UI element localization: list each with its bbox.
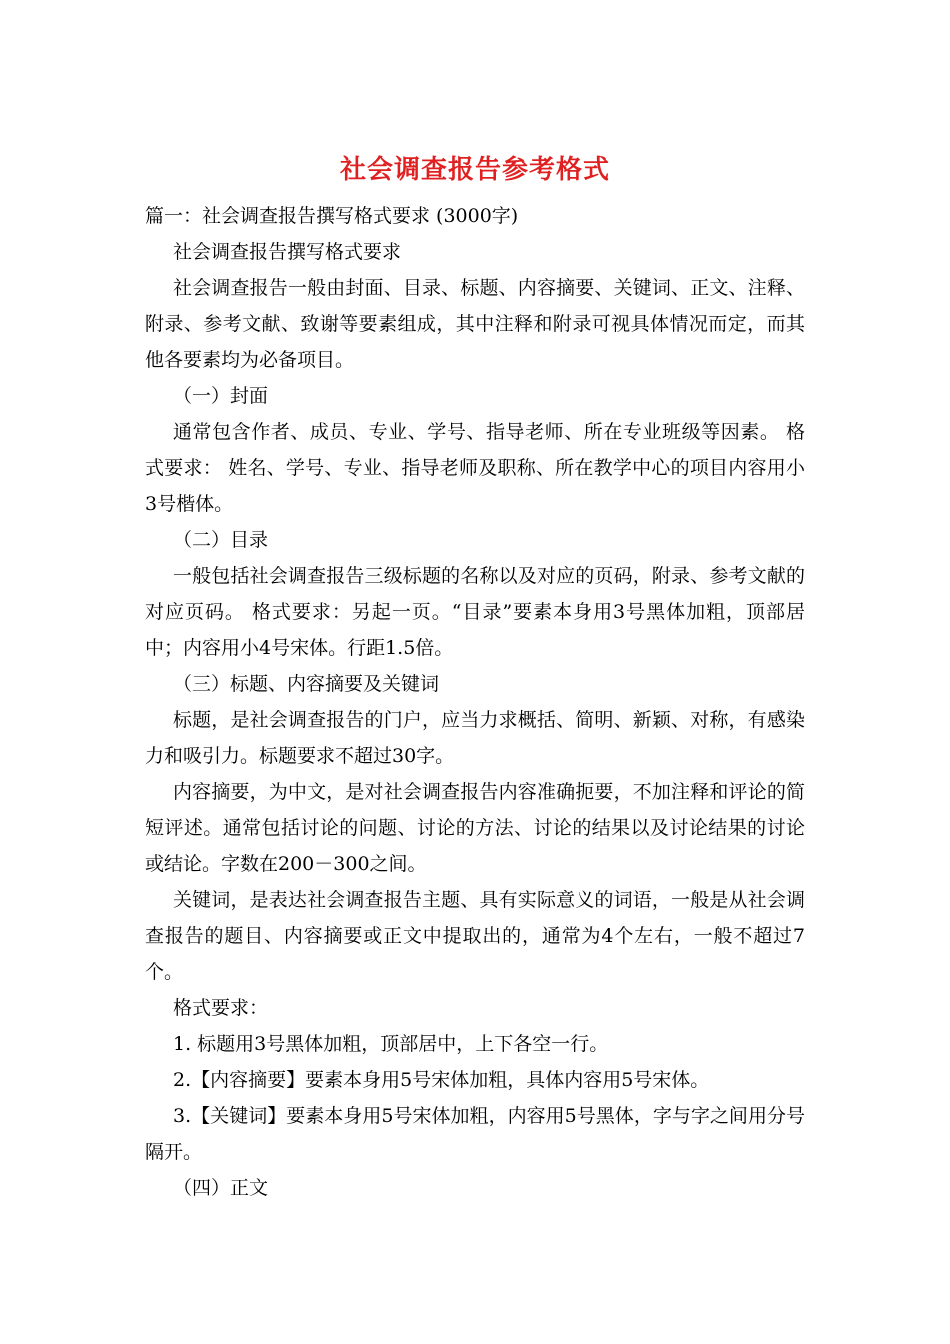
paragraph-keywords: 关键词，是表达社会调查报告主题、具有实际意义的词语，一般是从社会调查报告的题目、内容摘要或正文中提取出的，通常为4个左右，一般不超过7个。: [145, 889, 805, 983]
section-heading: 社会调查报告撰写格式要求: [173, 241, 402, 263]
document-body: [145, 150, 805, 1206]
subheading-body: （四）正文: [173, 1177, 269, 1199]
paragraph-title: 标题，是社会调查报告的门户，应当力求概括、简明、新颖、对称，有感染力和吸引力。标题要求不超过30字。: [145, 709, 805, 767]
paragraph-abstract: 内容摘要，为中文，是对社会调查报告内容准确扼要，不加注释和评论的简短评述。通常包括讨论的问题、讨论的方法、讨论的结果以及讨论结果的讨论或结论。字数在200－300之间。: [145, 781, 805, 875]
paragraph-cover: 通常包含作者、成员、专业、学号、指导老师、所在专业班级等因素。 格式要求： 姓名、学号、专业、指导老师及职称、所在教学中心的项目内容用小3号楷体。: [145, 421, 805, 515]
list-item-1: 1. 标题用3号黑体加粗，顶部居中，上下各空一行。: [173, 1033, 609, 1055]
subheading-title-abstract-keywords: （三）标题、内容摘要及关键词: [173, 673, 440, 695]
list-item-3: 3.【关键词】要素本身用5号宋体加粗，内容用5号黑体，字与字之间用分号隔开。: [145, 1105, 805, 1163]
document-title: 社会调查报告参考格式: [339, 155, 610, 185]
format-requirements-label: 格式要求：: [173, 997, 269, 1019]
subheading-cover: （一）封面: [173, 385, 269, 407]
paragraph-overview: 社会调查报告一般由封面、目录、标题、内容摘要、关键词、正文、注释、附录、参考文献、致谢等要素组成，其中注释和附录可视具体情况而定，而其他各要素均为必备项目。: [145, 277, 805, 371]
subheading-contents: （二）目录: [173, 529, 269, 551]
list-item-2: 2.【内容摘要】要素本身用5号宋体加粗，具体内容用5号宋体。: [173, 1069, 710, 1091]
paragraph-contents: 一般包括社会调查报告三级标题的名称以及对应的页码，附录、参考文献的对应页码。 格式要求：另起一页。“目录”要素本身用3号黑体加粗，顶部居中；内容用小4号宋体。行距1.5倍。: [145, 565, 805, 659]
article-heading: 篇一：社会调查报告撰写格式要求 (3000字): [145, 205, 519, 227]
